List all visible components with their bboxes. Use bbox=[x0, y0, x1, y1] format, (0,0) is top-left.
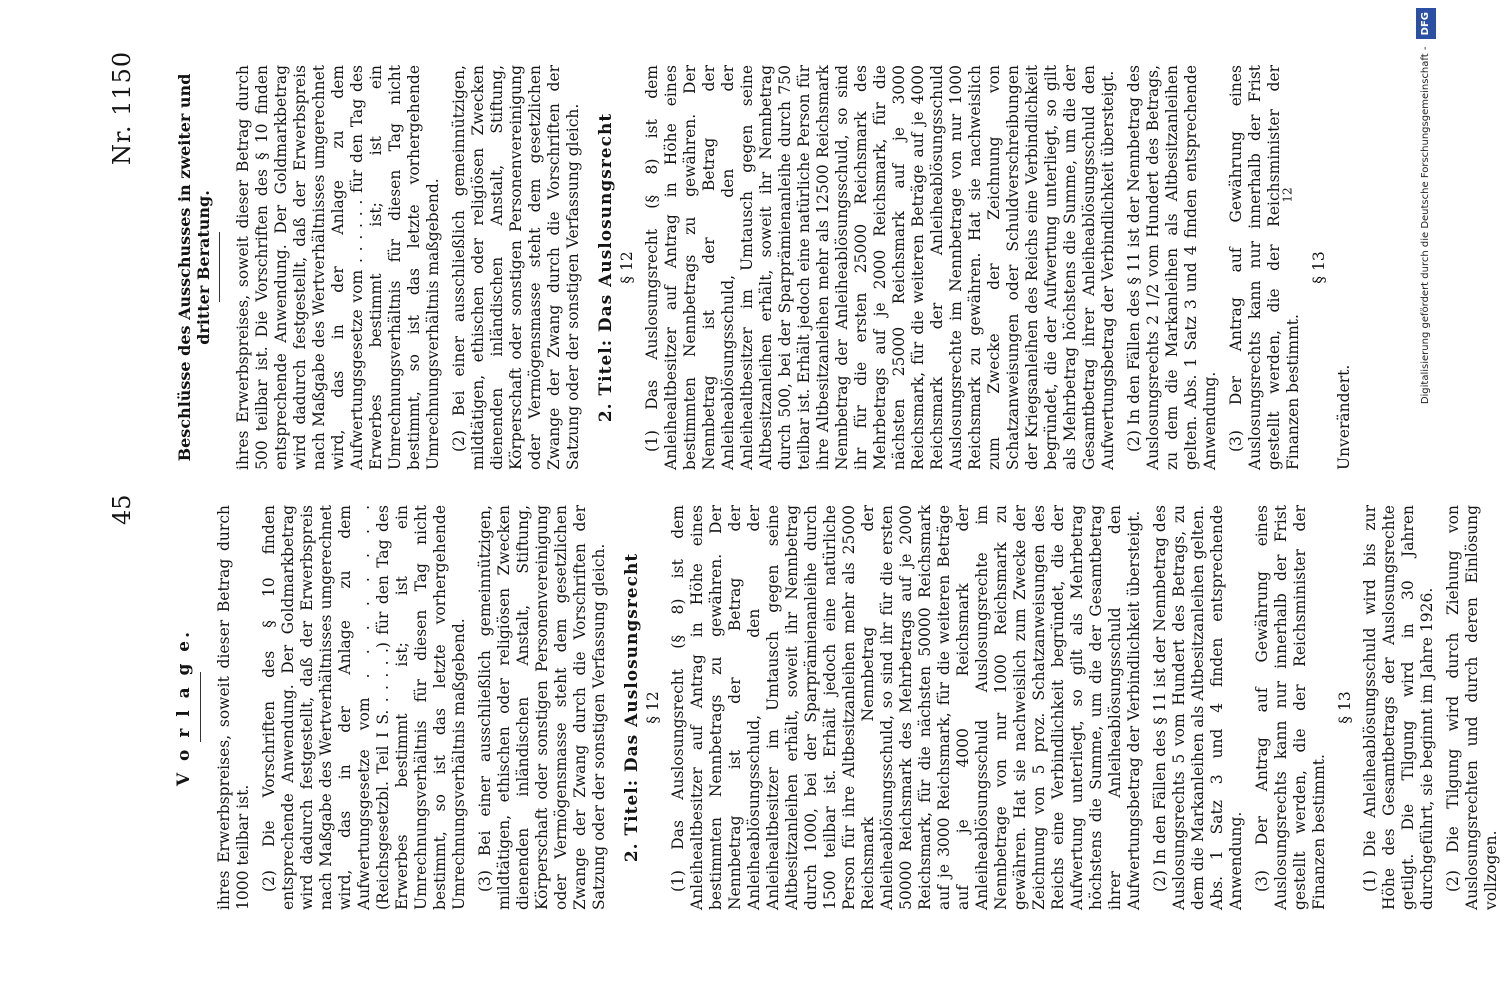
left-intro: ihres Erwerbspreises, soweit dieser Betrag durch 1000 teilbar ist. bbox=[215, 505, 252, 910]
page-number: 45 bbox=[108, 494, 136, 525]
right-s12-paragraph-3: (3) Der Antrag auf Gewährung eines Auslosungsrechts kann nur innerhalb der Frist gestellt werden, die der Reichsminister der Finanzen bestimmt. bbox=[1227, 65, 1302, 470]
left-column-title: V o r l a g e. bbox=[174, 628, 194, 787]
left-section-title: 2. Titel: Das Auslosungsrecht bbox=[622, 552, 642, 863]
title-rule bbox=[200, 673, 201, 743]
footer-number bbox=[1280, 188, 1295, 202]
title-rule bbox=[219, 233, 220, 303]
right-section-13: § 13 bbox=[1310, 251, 1328, 284]
left-paragraph-2: (2) Die Vorschriften des § 10 finden entsprechende Anwendung. Der Goldmarkbetrag wird dadurch festgestellt, daß der Erwerbspreis nach Maßgabe des Wertverhältnisses umgerechnet wird, das in der Anlage zu dem Aufwertungsgesetze vom . . . . . . . . (Reichsgesetzbl. Teil I S. . . . . .) für den Tag des Erwerbes bestimmt ist; ist ein Umrechnungsverhältnis für diesen Tag nicht bestimmt, so ist das letzte vorhergehende Umrechnungsverhältnis maßgebend. bbox=[260, 505, 468, 910]
right-s12-paragraph-1: (1) Das Auslosungsrecht (§ 8) ist dem Anleihealtbesitzer auf Antrag in Höhe eines bestimmten Nennbetrags zu gewähren. Der Nennbetrag ist der Betrag der Anleiheablösungsschuld, den der Anleihealtbesitzer im Umtausch gegen seine Altbesitzanleihen erhält, soweit ihr Nennbetrag durch 500, bei der Sparprämienanleihe durch 750 teilbar ist. Erhält jedoch eine natürliche Person für ihre Altbesitzanleihen mehr als 12500 Reichsmark Nennbetrag der Anleiheablösungsschuld, so sind ihr für die ersten 25000 Reichsmark des Mehrbetrags auf je 2000 Reichsmark, für die nächsten 25000 Reichsmark auf je 3000 Reichsmark, für die weiteren Beträge auf je 4000 Reichsmark der Anleiheablösungsschuld Auslosungsrechte im Nennbetrage von nur 1000 Reichsmark zu gewähren. Hat sie nachweislich zum Zwecke der Zeichnung von Schatzanweisungen oder Schuldverschreibungen der Kriegsanleihen des Reichs eine Verbindlichkeit begründet, die der Aufwertung unterliegt, so gilt als Mehrbetrag höchstens die Summe, um die der Gesamtbetrag ihrer Anleiheablösungsschuld den Aufwertungsbetrag der Verbindlichkeit übersteigt. bbox=[643, 65, 1117, 470]
document-number: Nr. 1150 bbox=[108, 50, 136, 165]
right-column bbox=[175, 65, 1361, 470]
right-section-12: § 12 bbox=[618, 251, 636, 284]
right-column-title: Beschlüsse des Ausschusses in zweiter und dritter Beratung. bbox=[175, 73, 213, 462]
left-column bbox=[175, 505, 1508, 910]
left-s13-paragraph-1: (1) Die Anleiheablösungsschuld wird bis zur Höhe des Gesamtbetrags der Auslosungsrechte getilgt. Die Tilgung wird in 30 Jahren durchgeführt, sie beginnt im Jahre 1926. bbox=[1361, 505, 1436, 910]
left-section-13: § 13 bbox=[1336, 691, 1354, 724]
side-note-text: Digitalisierung gefördert durch die Deutsche Forschungsgemeinschaft - bbox=[1420, 46, 1431, 405]
dfg-logo: DFG bbox=[1416, 8, 1436, 39]
left-s12-paragraph-1: (1) Das Auslosungsrecht (§ 8) ist dem Anleihealtbesitzer auf Antrag in Höhe eines bestimmten Nennbetrags zu gewähren. Der Nennbetrag ist der Betrag der Anleiheablösungsschuld, den der Anleihealtbesitzer im Umtausch gegen seine Altbesitzanleihen erhält, soweit ihr Nennbetrag durch 1000, bei der Sparprämienanleihe durch 1500 teilbar ist. Erhält jedoch eine natürliche Person für ihre Altbesitzanleihen mehr als 25000 Reichsmark Nennbetrag der Anleiheablösungsschuld, so sind ihr für die ersten 50000 Reichsmark des Mehrbetrags auf je 2000 Reichsmark, für die nächsten 50000 Reichsmark auf je 3000 Reichsmark, für die weiteren Beträge auf je 4000 Reichsmark der Anleiheablösungsschuld Auslosungsrechte im Nennbetrage von nur 1000 Reichsmark zu gewähren. Hat sie nachweislich zum Zwecke der Zeichnung von 5 proz. Schatzanweisungen des Reichs eine Verbindlichkeit begründet, die der Aufwertung unterliegt, so gilt als Mehrbetrag höchstens die Summe, um die der Gesamtbetrag ihrer Anleiheablösungsschuld den Aufwertungsbetrag der Verbindlichkeit übersteigt. bbox=[669, 505, 1143, 910]
right-paragraph-2: (2) Bei einer ausschließlich gemeinnützigen, mildtätigen, ethischen oder religiösen Zwecken dienenden inländischen Anstalt, Stiftung, Körperschaft oder sonstigen Personenvereinigung oder Vermögensmasse steht dem gesetzlichen Zwange der Zwang durch die Vorschriften der Satzung oder der sonstigen Verfassung gleich. bbox=[450, 65, 582, 470]
right-s12-paragraph-2: (2) In den Fällen des § 11 ist der Nennbetrag des Auslosungsrechts 2 1/2 vom Hundert des Betrags, zu dem die Markanleihen als Altbesitzanleihen gelten. Abs. 1 Satz 3 und 4 finden entsprechende Anwendung. bbox=[1125, 65, 1219, 470]
left-s12-paragraph-2: (2) In den Fällen des § 11 ist der Nennbetrag des Auslosungsrechts 5 vom Hundert des Betrags, zu dem die Markanleihen als Altbesitzanleihen gelten. Abs. 1 Satz 3 und 4 finden entsprechende Anwendung. bbox=[1151, 505, 1245, 910]
left-paragraph-3: (3) Bei einer ausschließlich gemeinnützigen, mildtätigen, ethischen oder religiösen Zwecken dienenden inländischen Anstalt, Stiftung, Körperschaft oder sonstigen Personenvereinigung oder Vermögensmasse steht dem gesetzlichen Zwange der Zwang durch die Vorschriften der Satzung oder der sonstigen Verfassung gleich. bbox=[476, 505, 608, 910]
page-header bbox=[90, 50, 170, 910]
right-s13-text: Unverändert. bbox=[1335, 364, 1353, 470]
footer-number-text: 12 bbox=[1280, 187, 1295, 203]
left-section-12: § 12 bbox=[644, 691, 662, 724]
right-section-title: 2. Titel: Das Auslosungsrecht bbox=[596, 112, 616, 423]
dfg-side-note bbox=[1416, 8, 1436, 993]
left-s12-paragraph-3: (3) Der Antrag auf Gewährung eines Auslosungsrechts kann nur innerhalb der Frist gestellt werden, die der Reichsminister der Finanzen bestimmt. bbox=[1253, 505, 1328, 910]
right-intro: ihres Erwerbspreises, soweit dieser Betrag durch 500 teilbar ist. Die Vorschriften des § 10 finden entsprechende Anwendung. Der Goldmarkbetrag wird dadurch festgestellt, daß der Erwerbspreis nach Maßgabe des Wertverhältnisses umgerechnet wird, das in der Anlage zu dem Aufwertungsgesetze vom . . . . . . für den Tag des Erwerbes bestimmt ist; ist ein Umrechnungsverhältnis für diesen Tag nicht bestimmt, so ist das letzte vorhergehende Umrechnungsverhältnis maßgebend. bbox=[234, 65, 442, 470]
left-s13-paragraph-2: (2) Die Tilgung wird durch Ziehung von Auslosungsrechten und durch deren Einlösung vollzogen. bbox=[1444, 505, 1500, 910]
